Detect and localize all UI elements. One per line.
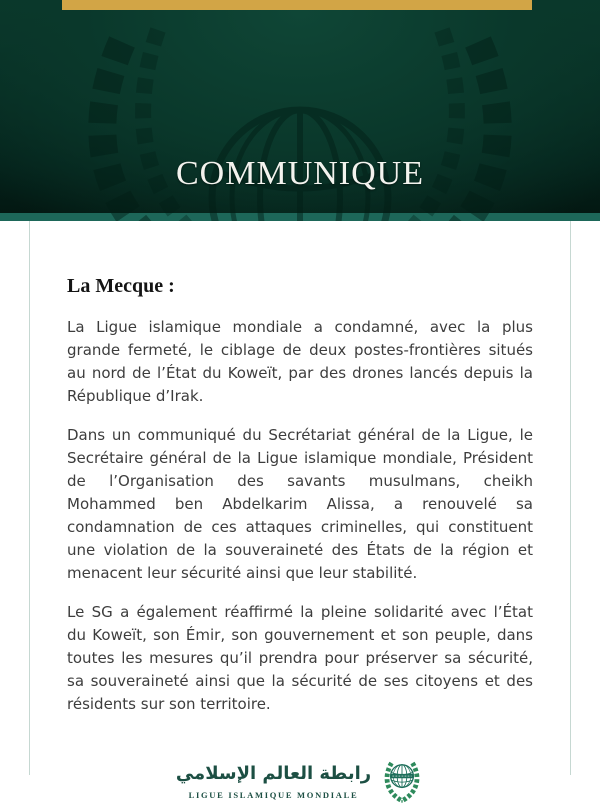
paragraph-2: Dans un communiqué du Secrétariat général de la Ligue, le Secrétaire général de la Ligue islamique mondiale, Président de l’Organisation des savants musulmans, cheikh Mohammed ben Abdelkarim Alissa, a renouvelé sa condamnation de ces attaques criminelles, qui constituent une violation de la souveraineté des États de la région et menacent leur sécurité ainsi que leur stabilité. xyxy=(67,426,533,582)
header-banner xyxy=(0,0,600,213)
paragraph-1: La Ligue islamique mondiale a condamné, avec la plus grande fermeté, le ciblage de deux postes-frontières situés au nord de l’État du Koweït, par des drones lancés depuis la République d’Irak. xyxy=(67,318,533,405)
paragraph-3: Le SG a également réaffirmé la pleine solidarité avec l’État du Koweït, son Émir, son gouvernement et son peuple, dans toutes les mesures qu’il prendra pour préserver sa sécurité, sa souveraineté ainsi que la sécurité de ses citoyens et des résidents sur son territoire. xyxy=(67,603,533,713)
gold-accent-bar xyxy=(62,0,532,10)
organization-arabic-name: رابطة العالم الإسلامي xyxy=(175,762,372,784)
communique-body xyxy=(29,221,571,800)
location-heading: La Mecque : xyxy=(67,275,175,297)
organization-logo-text xyxy=(176,761,371,800)
mwl-wreath-globe-emblem-icon xyxy=(380,756,424,804)
organization-french-name: LIGUE ISLAMIQUE MONDIALE xyxy=(188,789,359,800)
page-title: COMMUNIQUE xyxy=(176,155,424,192)
organization-logo xyxy=(67,756,533,804)
